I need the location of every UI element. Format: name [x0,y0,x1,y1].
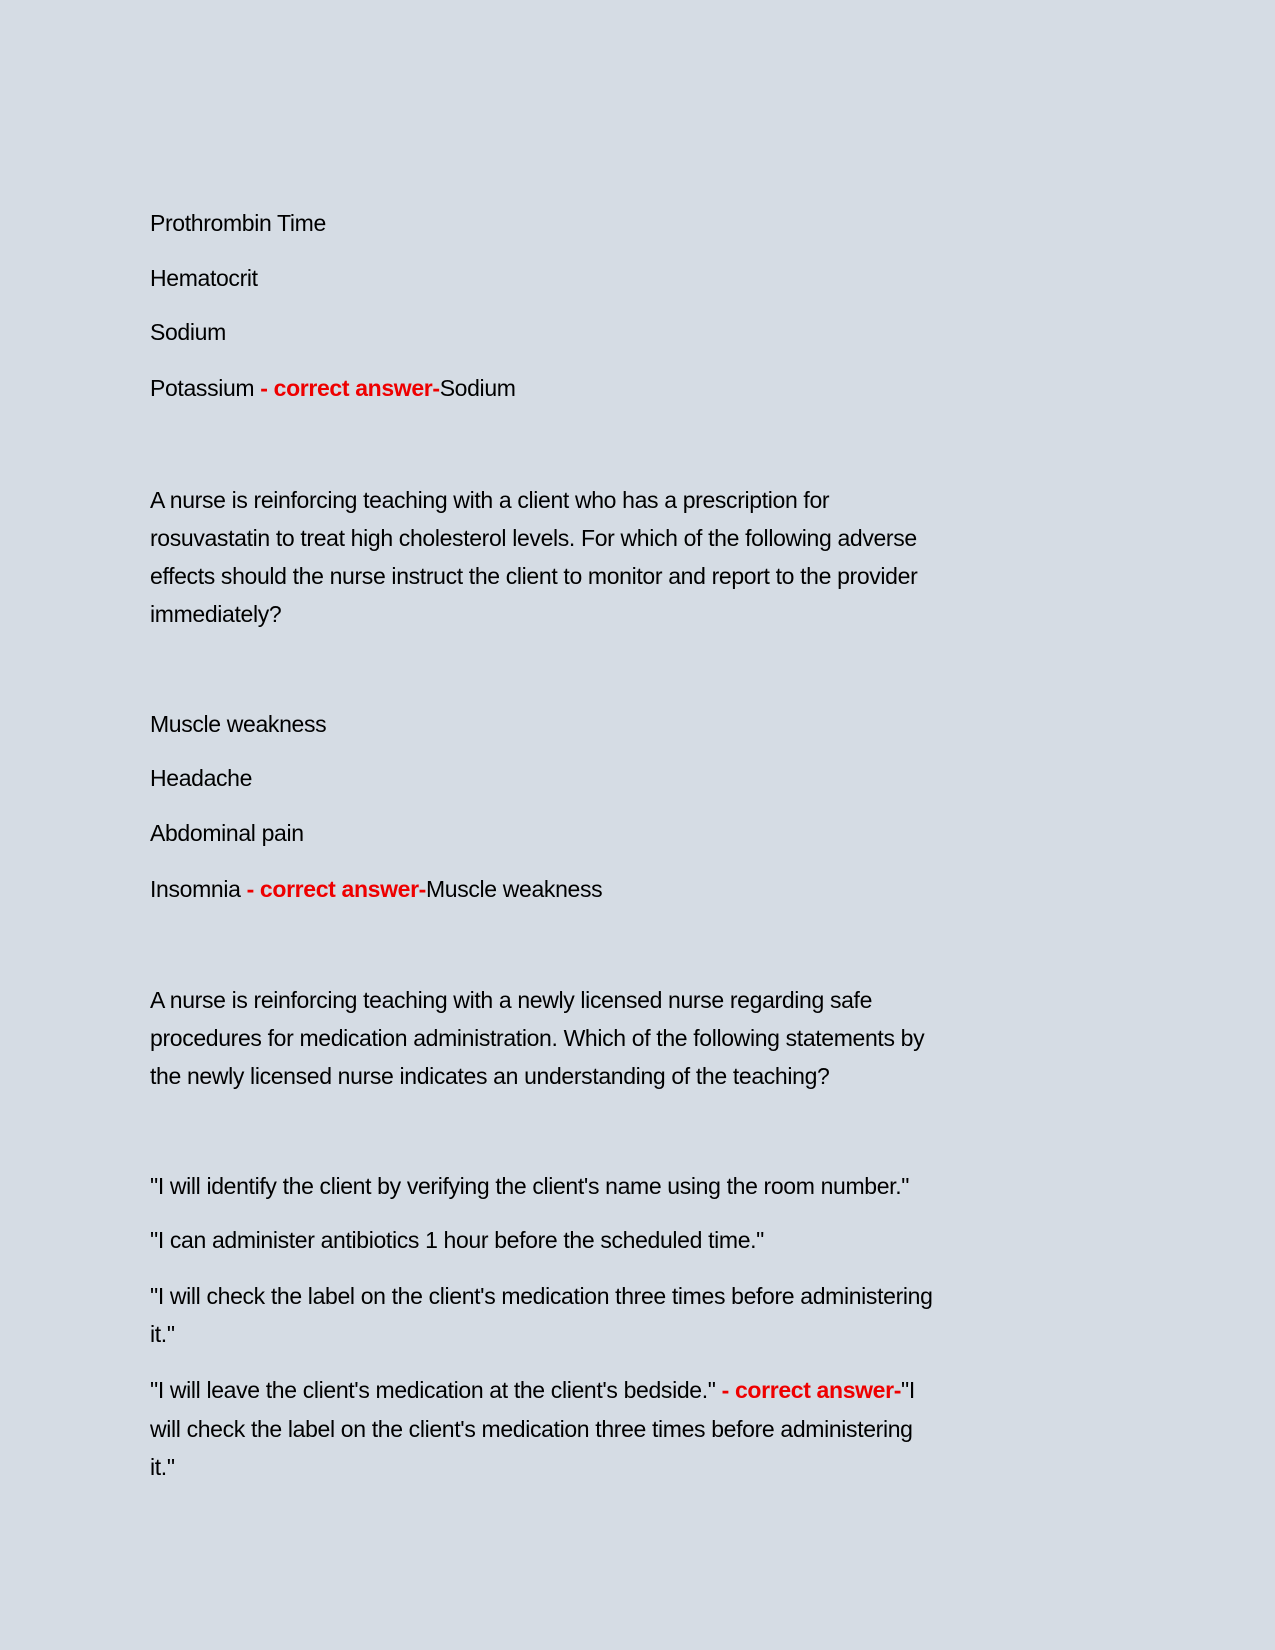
question-stem-line: procedures for medication administration. Which of the following statements by [150,1025,925,1051]
option-abdominal-pain: Abdominal pain [150,820,304,846]
option-insomnia-with-answer [150,874,602,904]
correct-answer-value: "I [901,1377,915,1403]
correct-answer-label: - correct answer- [260,375,440,401]
question-stem-line: rosuvastatin to treat high cholesterol levels. For which of the following adverse [150,525,917,551]
option-sodium: Sodium [150,319,226,345]
option-potassium-with-answer [150,373,516,403]
option-check-label: "I will check the label on the client's medication three times before administering [150,1283,933,1309]
correct-answer-label: - correct answer- [721,1377,902,1403]
correct-answer-value-cont: will check the label on the client's medication three times before administering [150,1416,913,1442]
option-potassium: Potassium [150,375,255,401]
option-leave-medication-with-answer [150,1375,915,1405]
question-stem-line: A nurse is reinforcing teaching with a client who has a prescription for [150,487,830,513]
option-check-label-cont: it." [150,1321,175,1347]
question-stem-line: the newly licensed nurse indicates an understanding of the teaching? [150,1063,830,1089]
option-administer-antibiotics: "I can administer antibiotics 1 hour before the scheduled time." [150,1227,764,1253]
option-identify-client: "I will identify the client by verifying the client's name using the room number." [150,1173,910,1199]
correct-answer-value: Muscle weakness [425,876,603,902]
correct-answer-value: Sodium [439,375,516,401]
option-prothrombin-time: Prothrombin Time [150,210,326,236]
option-headache: Headache [150,765,253,791]
correct-answer-value-cont: it." [150,1454,175,1480]
question-stem-line: effects should the nurse instruct the client to monitor and report to the provider [150,563,918,589]
option-insomnia: Insomnia [150,876,241,902]
question-stem-line: immediately? [150,601,282,627]
correct-answer-label: - correct answer- [246,876,426,902]
option-leave-medication: "I will leave the client's medication at the client's bedside." [150,1377,722,1403]
option-muscle-weakness: Muscle weakness [150,711,327,737]
question-stem-line: A nurse is reinforcing teaching with a newly licensed nurse regarding safe [150,987,873,1013]
option-hematocrit: Hematocrit [150,265,258,291]
